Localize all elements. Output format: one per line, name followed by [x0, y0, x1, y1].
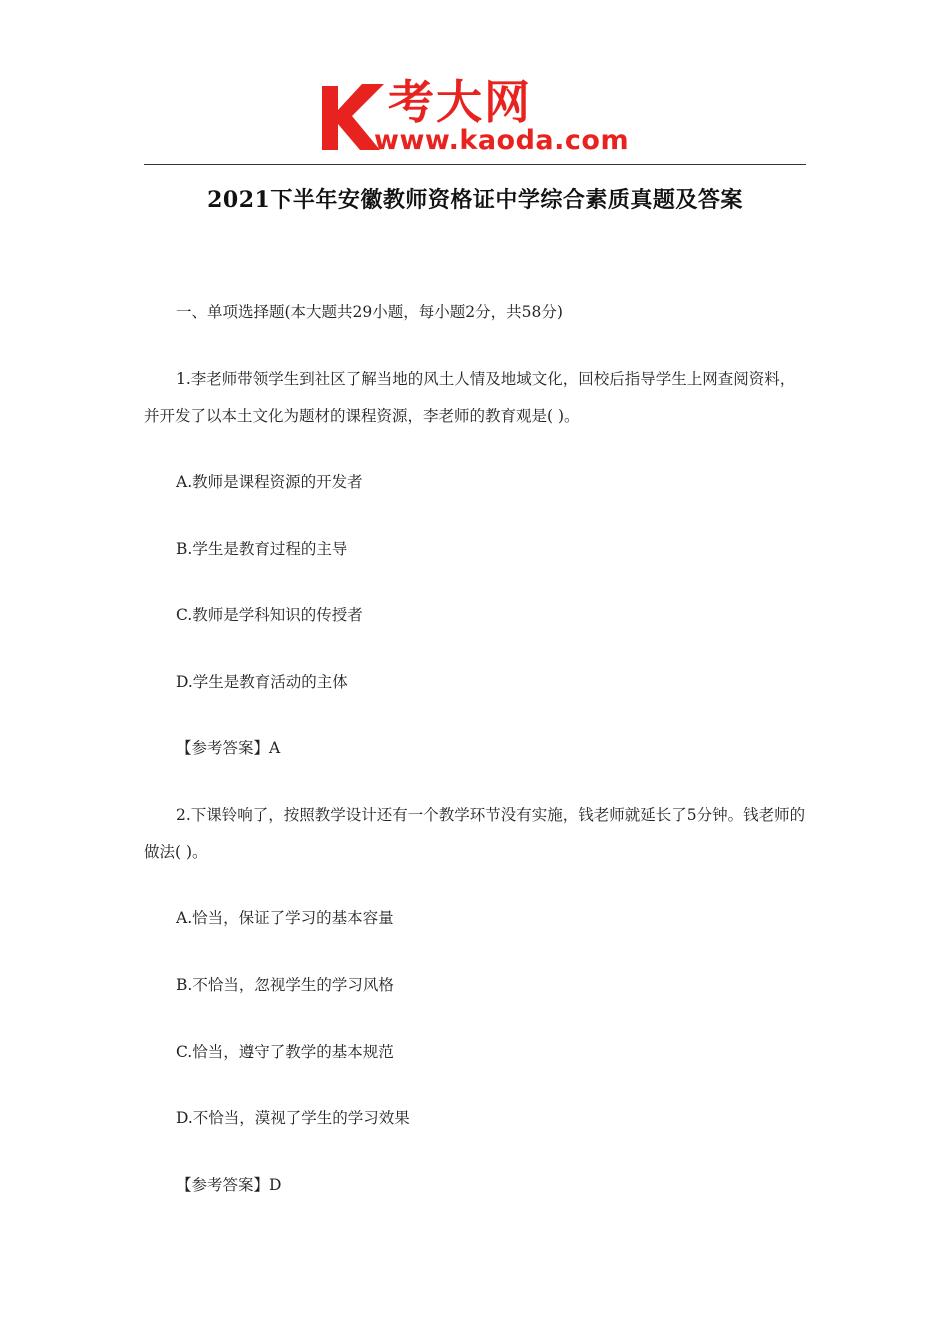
question-1-option-b: B.学生是教育过程的主导 — [176, 540, 348, 558]
question-2-option-c: C.恰当，遵守了教学的基本规范 — [176, 1043, 394, 1061]
brand-url[interactable]: www.kaoda.com — [374, 125, 630, 156]
question-2-answer: 【参考答案】D — [176, 1176, 282, 1194]
question-2-option-d: D.不恰当，漠视了学生的学习效果 — [176, 1109, 410, 1127]
header-divider — [144, 164, 806, 165]
question-2-option-b: B.不恰当，忽视学生的学习风格 — [176, 976, 394, 994]
question-2-stem: 2.下课铃响了，按照教学设计还有一个教学环节没有实施，钱老师就延长了5分钟。钱老师的做法( )。 — [144, 806, 806, 861]
question-2-option-a: A.恰当，保证了学习的基本容量 — [176, 909, 394, 927]
question-1-option-d: D.学生是教育活动的主体 — [176, 673, 348, 691]
section-heading: 一、单项选择题(本大题共29小题，每小题2分，共58分) — [176, 303, 563, 321]
document-title: 2021下半年安徽教师资格证中学综合素质真题及答案 — [207, 187, 743, 213]
question-1-answer: 【参考答案】A — [176, 739, 281, 757]
question-1-stem: 1.李老师带领学生到社区了解当地的风土人情及地域文化，回校后指导学生上网查阅资料，并开发了以本土文化为题材的课程资源，李老师的教育观是( )。 — [144, 370, 796, 425]
question-1-option-a: A.教师是课程资源的开发者 — [176, 473, 363, 491]
brand-name: 考大网 — [388, 75, 532, 129]
kaoda-logo[interactable] — [318, 75, 648, 158]
question-1-option-c: C.教师是学科知识的传授者 — [176, 606, 363, 624]
